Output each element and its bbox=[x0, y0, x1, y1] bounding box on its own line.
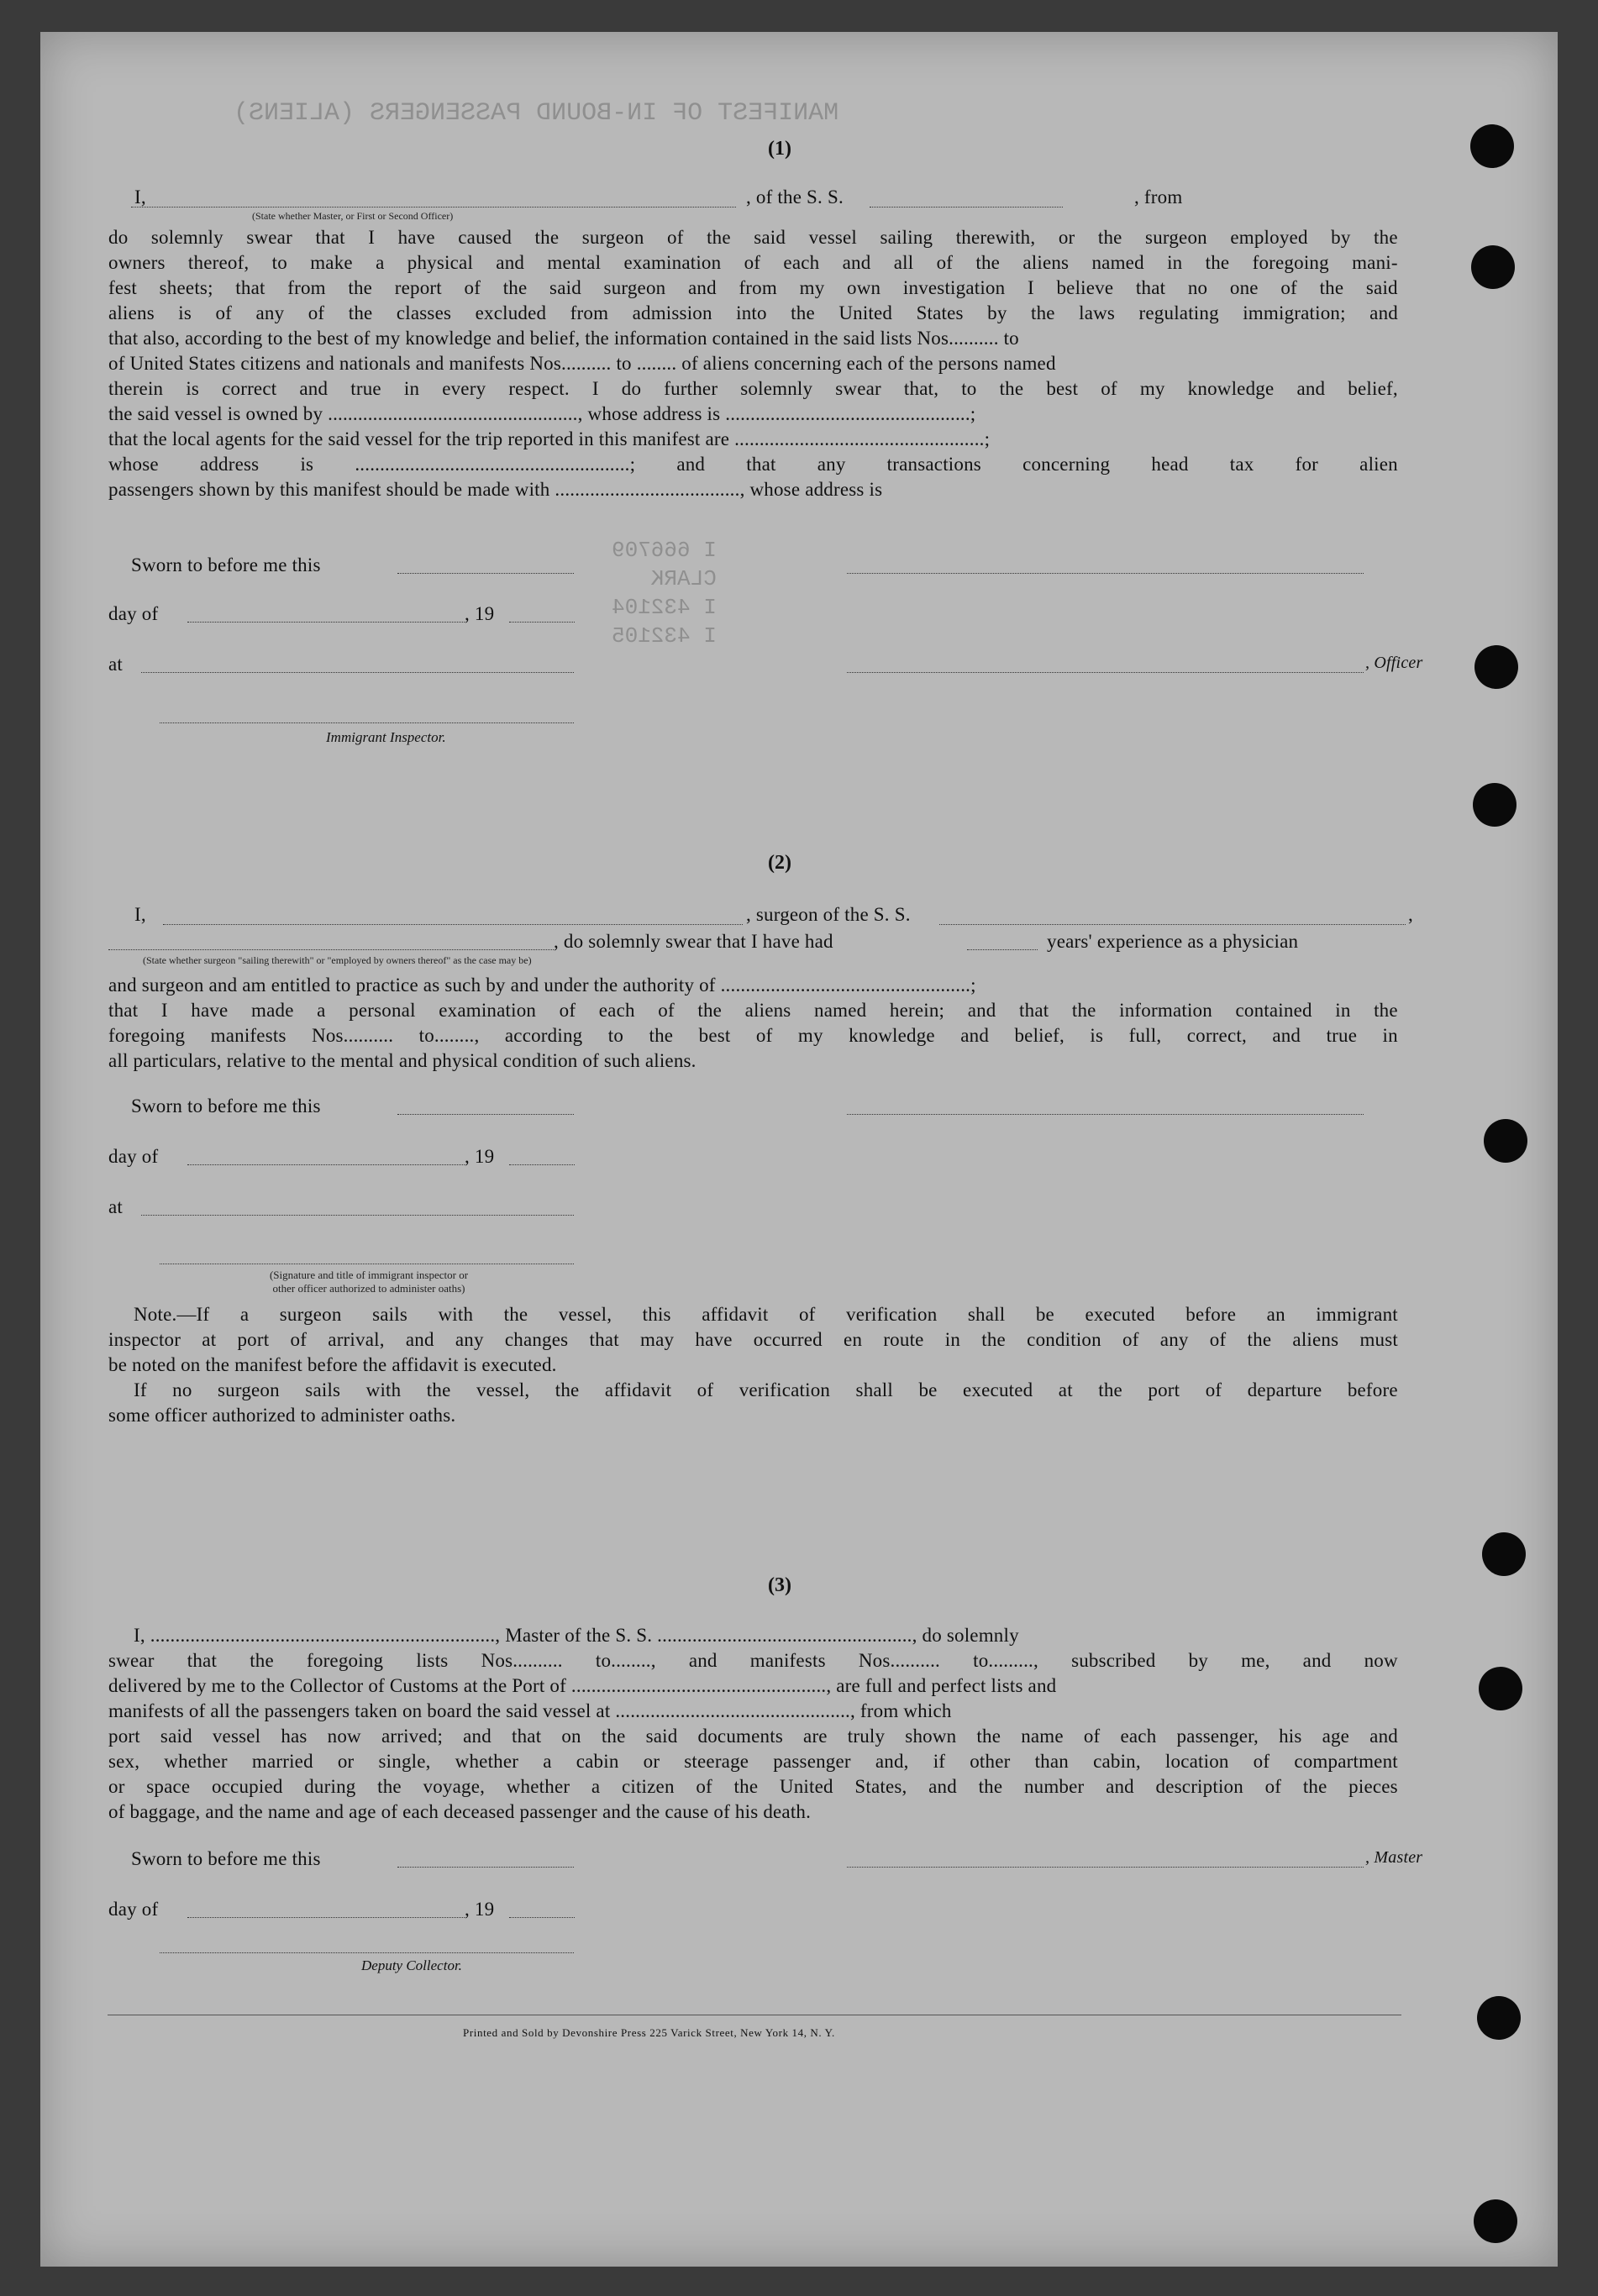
note-line: Note.—If a surgeon sails with the vessel, this affidavit of verification shall be executed before an immigrant bbox=[134, 1304, 1398, 1325]
punch-hole-icon bbox=[1484, 1119, 1527, 1163]
para1-line: therein is correct and true in every respect. I do further solemnly swear that, to the best of my knowledge and belief, bbox=[108, 378, 1398, 399]
surgeon-name-line[interactable] bbox=[163, 924, 743, 926]
at-line-2[interactable] bbox=[141, 1215, 574, 1216]
years-experience-line[interactable] bbox=[967, 949, 1038, 951]
para1-line: passengers shown by this manifest should be made with ....................................., whose address is bbox=[108, 479, 883, 500]
master-label: , Master bbox=[1365, 1848, 1423, 1867]
years-experience-text: years' experience as a physician bbox=[1047, 931, 1299, 952]
para3-line: or space occupied during the voyage, whether a citizen of the United States, and the number and description of the pieces bbox=[108, 1776, 1398, 1797]
punch-hole-icon bbox=[1470, 124, 1514, 168]
bleed-through-header: MANIFEST OF IN-BOUND PASSENGERS (ALIENS) bbox=[234, 99, 839, 128]
day-of-line-3[interactable] bbox=[187, 1917, 465, 1919]
note-line: some officer authorized to administer oaths. bbox=[108, 1405, 456, 1426]
deputy-collector-caption: Deputy Collector. bbox=[361, 1957, 462, 1973]
master-signature-line[interactable] bbox=[847, 1867, 1364, 1868]
para2-line: all particulars, relative to the mental and physical condition of such aliens. bbox=[108, 1050, 696, 1071]
para1-line: that also, according to the best of my knowledge and belief, the information contained in the said lists Nos.......... to bbox=[108, 328, 1019, 349]
punch-hole-icon bbox=[1471, 245, 1515, 289]
printer-imprint: Printed and Sold by Devonshire Press 225 Varick Street, New York 14, N. Y. bbox=[463, 2026, 835, 2039]
para2-line: foregoing manifests Nos.......... to........, according to the best of my knowledge and belief, is full, correct, and true in bbox=[108, 1025, 1398, 1046]
at-line-1[interactable] bbox=[141, 672, 574, 674]
day-of-line-2[interactable] bbox=[187, 1164, 465, 1166]
officer-signature-line-top[interactable] bbox=[847, 573, 1364, 575]
year-line-1[interactable] bbox=[509, 622, 575, 623]
para1-line: that the local agents for the said vessel for the trip reported in this manifest are ..................................................; bbox=[108, 428, 991, 449]
master-name-line[interactable] bbox=[131, 207, 736, 208]
immigrant-inspector-caption: Immigrant Inspector. bbox=[326, 729, 446, 745]
sworn-date-line-2[interactable] bbox=[397, 1114, 574, 1116]
at-label-2: at bbox=[108, 1196, 123, 1217]
day-of-label-3: day of bbox=[108, 1899, 159, 1920]
note-line: be noted on the manifest before the affidavit is executed. bbox=[108, 1354, 557, 1375]
surgeon-instruction-note: (State whether surgeon "sailing therewith" or "employed by owners thereof" as the case may be) bbox=[143, 954, 532, 966]
para1-line: whose address is .......................................................; and that any transactions concerning head tax for alien bbox=[108, 454, 1398, 475]
deputy-signature-line[interactable] bbox=[160, 1952, 574, 1954]
year-line-3[interactable] bbox=[509, 1917, 575, 1919]
section-3-heading: (3) bbox=[768, 1574, 791, 1596]
sworn-label-3: Sworn to before me this bbox=[131, 1848, 321, 1869]
day-of-label-2: day of bbox=[108, 1146, 159, 1167]
para3-line: sex, whether married or single, whether a cabin or steerage passenger and, if other than cabin, location of compartment bbox=[108, 1751, 1398, 1772]
year-label-3: , 19 bbox=[465, 1899, 495, 1920]
day-of-line-1[interactable] bbox=[187, 622, 465, 623]
para1-line: fest sheets; that from the report of the said surgeon and from my own investigation I believe that no one of the said bbox=[108, 277, 1398, 298]
para1-line: owners thereof, to make a physical and mental examination of each and all of the aliens named in the foregoing mani- bbox=[108, 252, 1398, 273]
officer-label: , Officer bbox=[1365, 654, 1423, 672]
para1-line: the said vessel is owned by .................................................., whose address is .................................................; bbox=[108, 403, 976, 424]
para2-line: that I have made a personal examination of each of the aliens named herein; and that the information contained in the bbox=[108, 1000, 1398, 1021]
surgeon-signature-line[interactable] bbox=[847, 1114, 1364, 1116]
section-1-paragraph bbox=[108, 227, 1402, 546]
para2-line: and surgeon and am entitled to practice as such by and under the authority of ..................................................; bbox=[108, 975, 976, 996]
sworn-date-line-1[interactable] bbox=[397, 573, 574, 575]
day-of-label-1: day of bbox=[108, 603, 159, 624]
officer-signature-line[interactable] bbox=[847, 672, 1364, 674]
para3-line: of baggage, and the name and age of each deceased passenger and the cause of his death. bbox=[108, 1801, 812, 1822]
note-line: If no surgeon sails with the vessel, the affidavit of verification shall be executed at the port of departure before bbox=[134, 1379, 1398, 1400]
surgeon-status-line[interactable] bbox=[108, 949, 554, 951]
year-label-1: , 19 bbox=[465, 603, 495, 624]
section-3-paragraph bbox=[108, 1625, 1402, 1835]
section-2-heading: (2) bbox=[768, 852, 791, 874]
surgeon-swear-text: , do solemnly swear that I have had bbox=[554, 931, 833, 952]
punch-hole-icon bbox=[1477, 1996, 1521, 2040]
para3-line: swear that the foregoing lists Nos.......... to........, and manifests Nos.......... to........., subscribed by me, and now bbox=[108, 1650, 1398, 1671]
bleed-through-entries: I 666709 CLARK I 432104 I 432105 bbox=[612, 538, 717, 649]
signature-title-caption: (Signature and title of immigrant inspector or other officer authorized to administer oaths) bbox=[269, 1269, 469, 1295]
punch-hole-icon bbox=[1474, 645, 1518, 689]
vessel-name-line[interactable] bbox=[870, 207, 1063, 208]
master-instruction-note: (State whether Master, or First or Second Officer) bbox=[252, 210, 454, 222]
inspector-signature-line-1[interactable] bbox=[160, 722, 574, 724]
para3-line: manifests of all the passengers taken on board the said vessel at ..............................................., from which bbox=[108, 1700, 952, 1721]
para3-line: port said vessel has now arrived; and that on the said documents are truly shown the name of each passenger, his age and bbox=[108, 1726, 1398, 1747]
surgeon-vessel-line[interactable] bbox=[939, 924, 1406, 926]
para3-line: delivered by me to the Collector of Customs at the Port of ..................................................., are full and perfect lists and bbox=[108, 1675, 1057, 1696]
note-line: inspector at port of arrival, and any changes that may have occurred en route in the condition of any of the aliens must bbox=[108, 1329, 1398, 1350]
at-label-1: at bbox=[108, 654, 123, 675]
inspector-signature-line-2[interactable] bbox=[160, 1264, 574, 1265]
section-1-heading: (1) bbox=[768, 138, 791, 160]
para1-line: of United States citizens and nationals and manifests Nos.......... to ........ of aliens concerning each of the persons named bbox=[108, 353, 1056, 374]
manifest-sheet: MANIFEST OF IN-BOUND PASSENGERS (ALIENS) I 666709 CLARK I 432104 I 432105 (1) I, , of the S. S. , from (State whether Master, or First or Second Officer) do solemnly swear that I have caused the surgeon of the said vessel sailing therewith, or the surgeon employed by the owners thereof, to make a physical and mental examination of each and all of the aliens named in the foregoing mani- fest sheets; that from the report of the said surgeon and from my own investigation I believe that no one of the said aliens is of any of the classes excluded from admission into the United States by the laws regulating immigration; and that also, according to the best of my knowledge and belief, the information contained in the said lists Nos.......... to of United States citizens and nationals and manifests Nos.......... to ........ of aliens concerning each of the persons named therein is correct and true in every respect. I do further solemnly swear that, to the best of my knowledge and belief, the said vessel is owned by .................................................., whose address is .................................................; that the local agents for the said vessel for the trip reported in this manifest are ..................................................; whose address is .......................................................; and that any transactions concerning head tax for alien passengers shown by this manifest should be made with ....................................., whose address is Sworn to before me this day of , 19 at , Officer Immigrant Inspector. (2) I, , surgeon of the S. S. , , do solemnly swear that I have had years' experience as a physician (State whether surgeon "sailing therewith" or "employed by owners thereof" as the case may be) and surgeon and am entitled to practice as such by and under the authority of ..................................................; that I have made a personal examination of each of the aliens named herein; and that the information contained in the foregoing manifests Nos.......... to........, according to the best of my knowledge and belief, is full, correct, and true in all particulars, relative to the mental and physical condition of such aliens. Sworn to before me this day of , 19 at (Signature and title of immigrant inspector or other officer authorized to administer oaths) Note.—If a surgeon sails with the vessel, this affidavit of verification shall be executed before an immigrant inspector at port of arrival, and any changes that may have occurred en route in the condition of any of the aliens must be noted on the manifest before the affidavit is executed. If no surgeon sails with the vessel, the affidavit of verification shall be executed at the port of departure before some officer authorized to administer oaths. (3) I, ....................................................................., Master of the S. S. ..................................................., do solemnly swear that the foregoing lists Nos.......... to........, and manifests Nos.......... to........., subscribed by me, and now delivered by me to the Collector of Customs at the Port of ..................................................., are full and perfect lists and manifests of all the passengers taken on board the said vessel at ..............................................., from which port said vessel has now arrived; and that on the said documents are truly shown the name of each passenger, his age and sex, whether married or single, whether a cabin or steerage passenger and, if other than cabin, location of compartment or space occupied during the voyage, whether a citizen of the United States, and the number and description of the pieces of baggage, and the name and age of each deceased passenger and the cause of his death. Sworn to before me this , Master day of , 19 Deputy Collector. Printed and Sold by Devonshire Press 225 Varick Street, New York 14, N. Y. bbox=[40, 32, 1558, 2267]
para1-line: do solemnly swear that I have caused the surgeon of the said vessel sailing therewith, or the surgeon employed by the bbox=[108, 227, 1398, 248]
para1-line: aliens is of any of the classes excluded from admission into the United States by the laws regulating immigration; and bbox=[108, 302, 1398, 323]
year-line-2[interactable] bbox=[509, 1164, 575, 1166]
note-paragraph bbox=[108, 1304, 1402, 1438]
punch-hole-icon bbox=[1474, 2199, 1517, 2243]
sworn-label-2: Sworn to before me this bbox=[131, 1095, 321, 1116]
year-label-2: , 19 bbox=[465, 1146, 495, 1167]
sworn-label-1: Sworn to before me this bbox=[131, 554, 321, 575]
punch-hole-icon bbox=[1482, 1532, 1526, 1576]
punch-hole-icon bbox=[1479, 1667, 1522, 1710]
sworn-date-line-3[interactable] bbox=[397, 1867, 574, 1868]
section-2-paragraph bbox=[108, 975, 1402, 1084]
punch-hole-icon bbox=[1473, 783, 1517, 827]
para3-line: I, ....................................................................., Master of the S. S. ..................................................., do solemnly bbox=[134, 1625, 1019, 1646]
